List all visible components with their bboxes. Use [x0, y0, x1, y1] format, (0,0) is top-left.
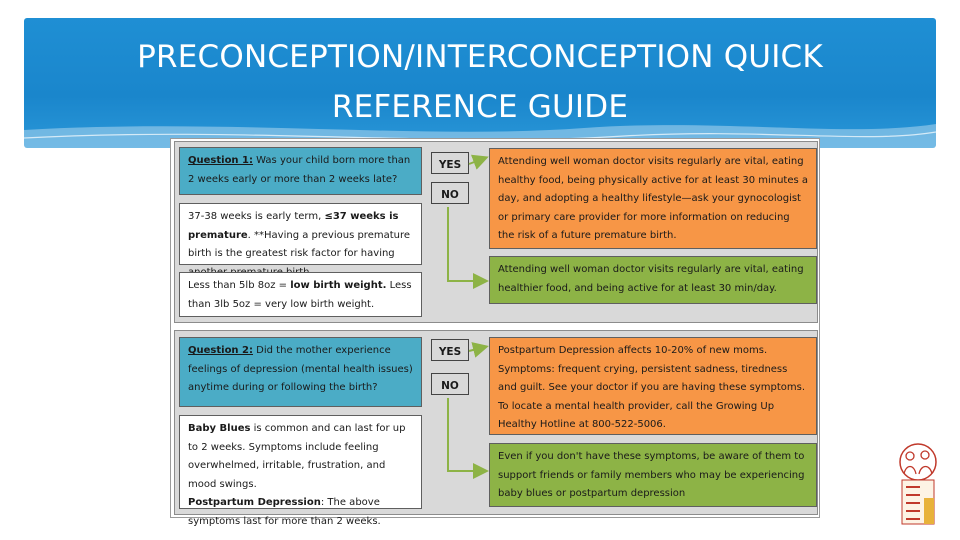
- baby-blues-text: is common and can last for up to 2 weeks. Symptoms include feeling overwhelmed, irritable, frustration, and mood swings.: [188, 423, 406, 490]
- postpartum-bold: Postpartum Depression: [188, 497, 321, 508]
- question-2-yes-label: YES: [431, 339, 469, 361]
- question-1-box: [179, 147, 422, 195]
- birth-weight-plain-2: Less than 3lb 5oz = very low birth weight.: [188, 280, 412, 310]
- question-2-text: Did the mother experience feelings of depression (mental health issues) anytime during or following the birth?: [188, 345, 413, 393]
- question-2-no-advice: Even if you don't have these symptoms, be aware of them to support friends or family members who may be experiencing baby blues or postpartum depression: [489, 443, 817, 507]
- question-1-text: Was your child born more than 2 weeks early or more than 2 weeks late?: [188, 155, 411, 185]
- slide-title: [0, 32, 960, 132]
- premature-info-box: [179, 203, 422, 265]
- question-2-label: Question 2:: [188, 345, 253, 356]
- question-1-no-advice: Attending well woman doctor visits regularly are vital, eating healthier food, and being active for at least 30 min/day.: [489, 256, 817, 304]
- baby-blues-info-box: [179, 415, 422, 527]
- slide-title-line-2: REFERENCE GUIDE: [331, 89, 629, 125]
- question-2-box: [179, 337, 422, 407]
- premature-info-rest: . **Having a previous premature birth is the greatest risk factor for having: [188, 229, 411, 259]
- question-1-yes-label: YES: [431, 152, 469, 174]
- question-1-no-label: NO: [431, 182, 469, 204]
- family-logo-icon: [896, 440, 940, 526]
- question-1-yes-advice: Attending well woman doctor visits regularly are vital, eating healthy food, being physically active for at least 30 minutes a day, and adopting a healthy lifestyle—ask your gynocologist or primary care provider for more information on reducing the risk of a future premature birth.: [489, 148, 817, 249]
- slide-title-line-1: PRECONCEPTION/INTERCONCEPTION QUICK: [137, 39, 823, 75]
- question-2-no-label: NO: [431, 373, 469, 395]
- question-2-panel: [174, 330, 818, 527]
- premature-info-plain: 37-38 weeks is early term,: [188, 211, 325, 222]
- quick-reference-guide: [170, 138, 820, 527]
- birth-weight-bold: low birth weight.: [290, 280, 387, 291]
- question-2-yes-advice: Postpartum Depression affects 10-20% of new moms. Symptoms: frequent crying, persistent sadness, tiredness and guilt. See your doctor if you are having these symptoms. To locate a mental health provider, call the Growing Up Healthy Hotline at 800-522-5006.: [489, 337, 817, 435]
- postpartum-text: : The above symptoms last for more than 2 weeks.: [188, 497, 381, 527]
- question-1-panel: [174, 141, 818, 323]
- birth-weight-info-box: [179, 272, 422, 317]
- question-1-label: Question 1:: [188, 155, 253, 166]
- premature-info-bold: ≤37 weeks is premature: [188, 211, 399, 241]
- baby-blues-bold: Baby Blues: [188, 423, 251, 434]
- birth-weight-plain-1: Less than 5lb 8oz =: [188, 280, 291, 291]
